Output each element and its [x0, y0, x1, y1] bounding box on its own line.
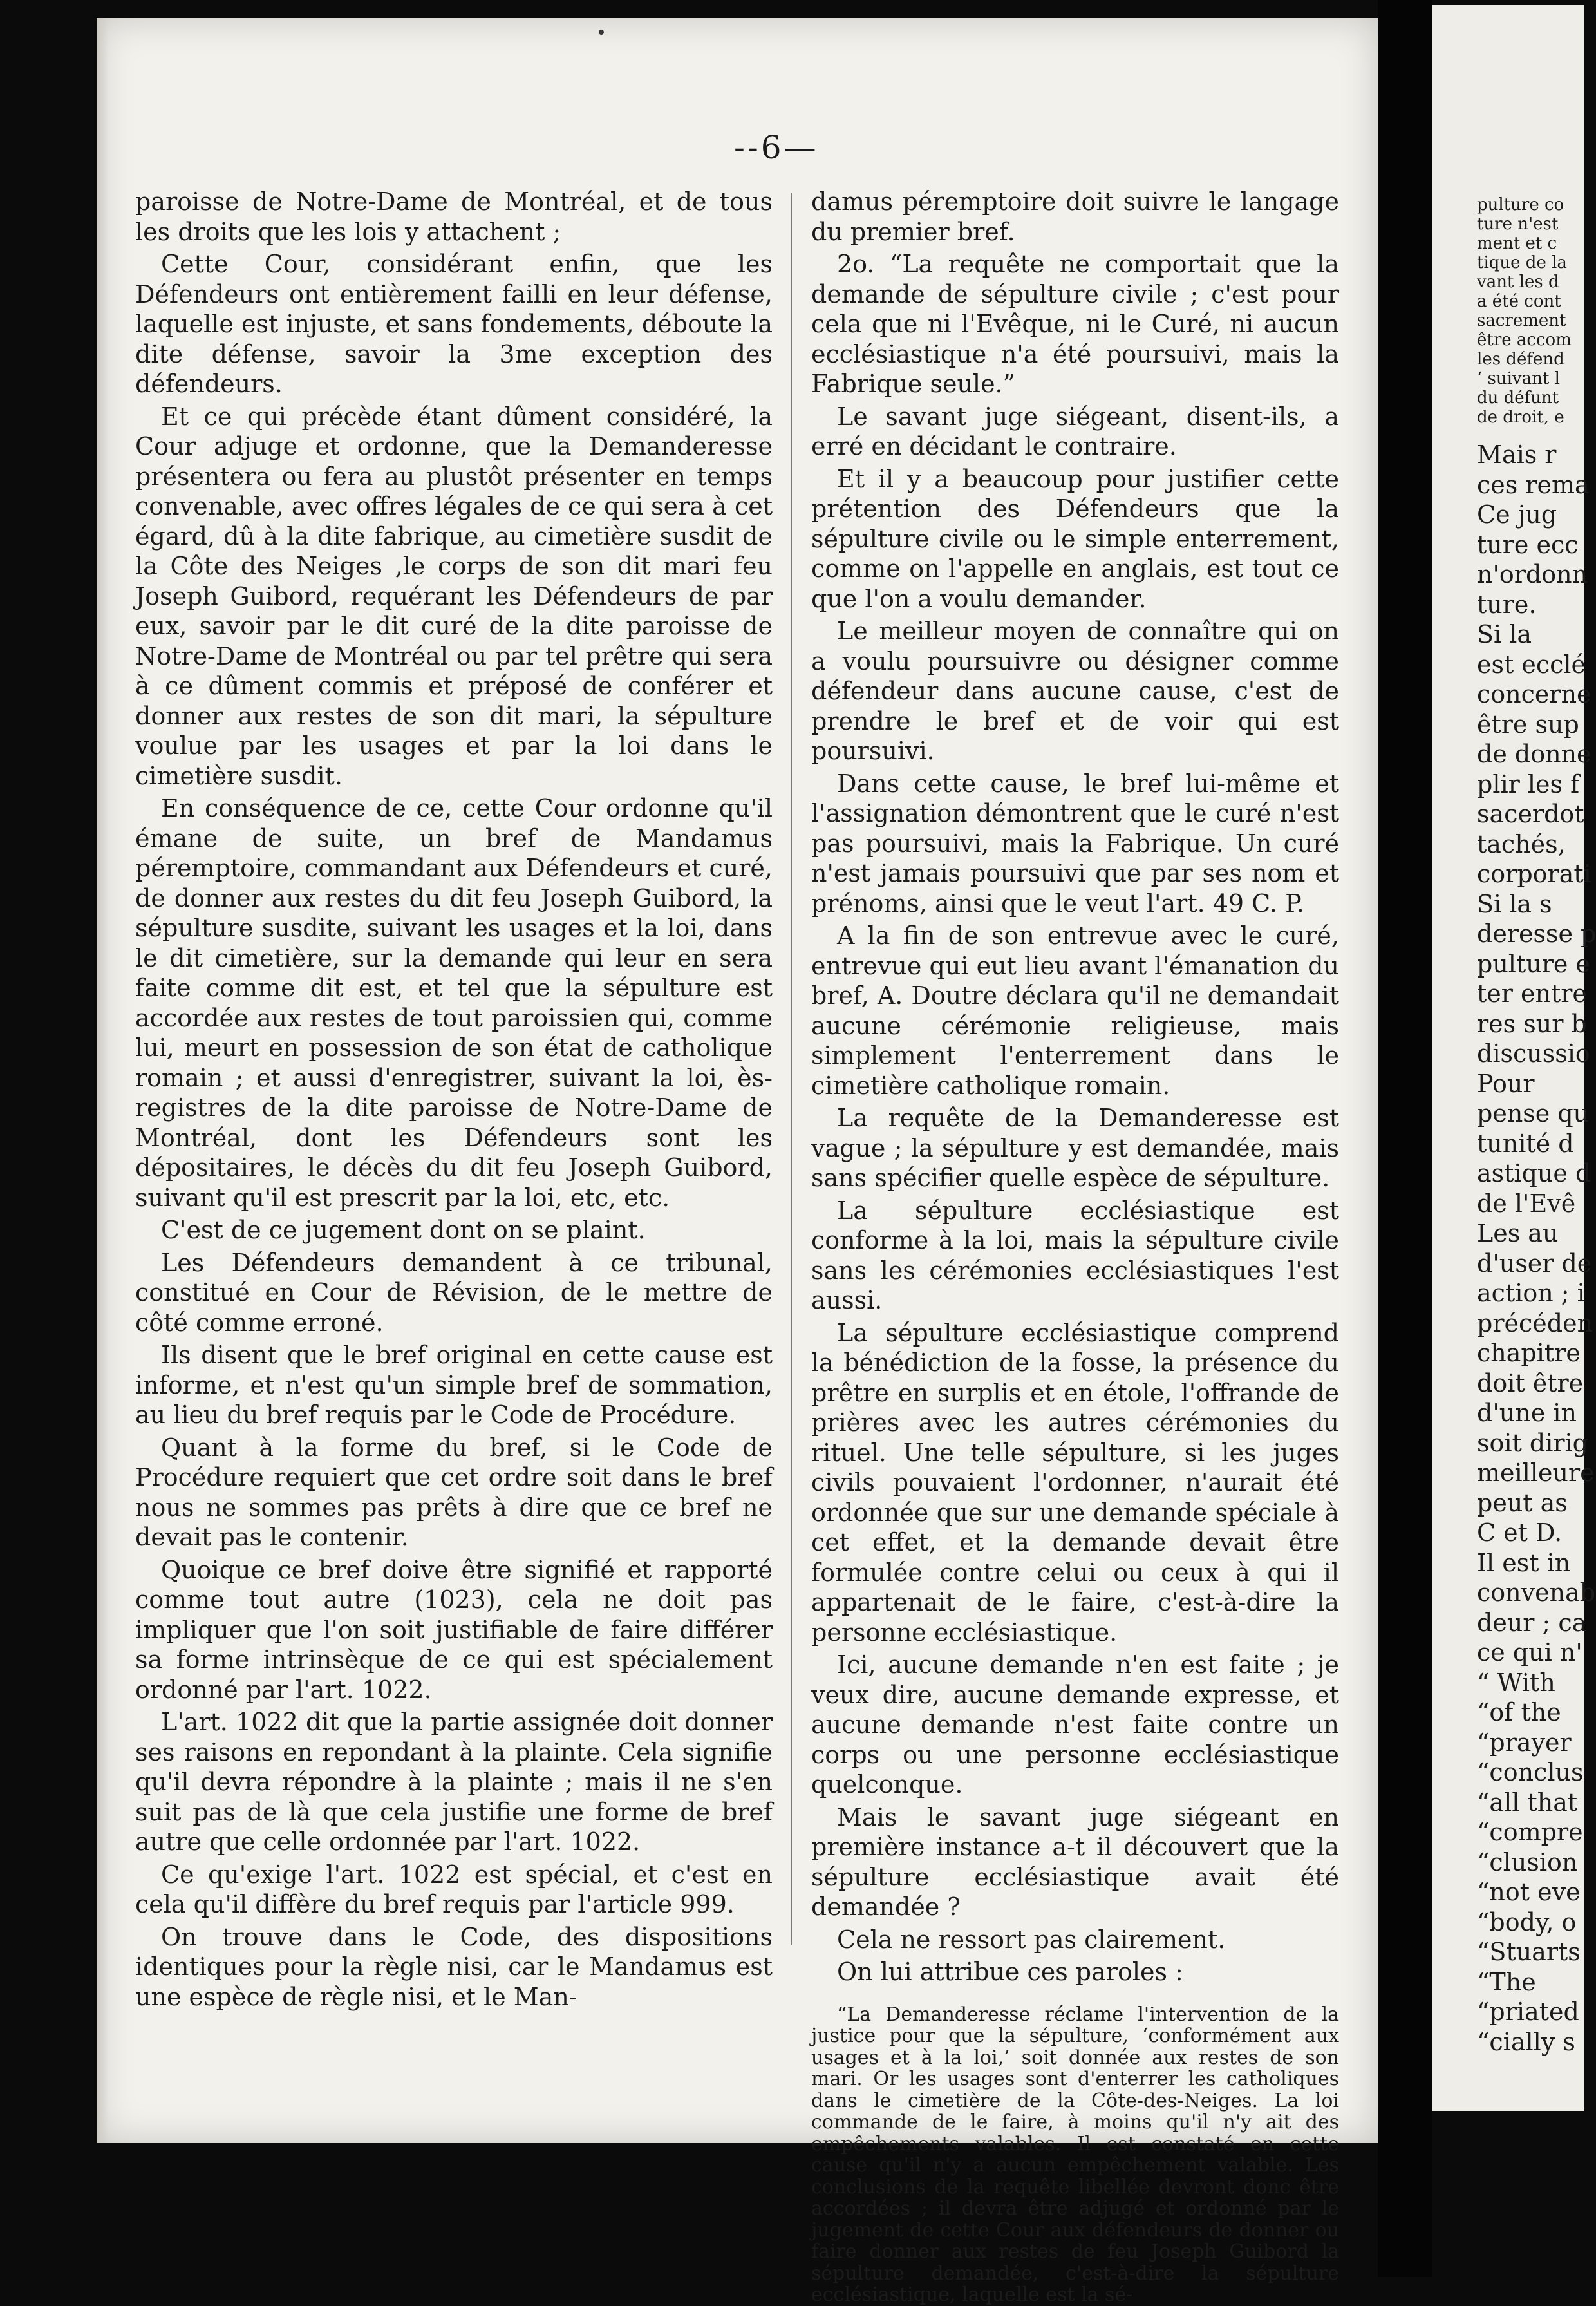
adjacent-page-footnote-line: les défend [1477, 350, 1564, 369]
adjacent-page-line: meilleure [1477, 1459, 1595, 1487]
adjacent-page-line: ce qui n' [1477, 1638, 1582, 1667]
adjacent-page-line: “Stuarts [1477, 1938, 1581, 1966]
column-divider [791, 193, 792, 1945]
adjacent-page-line: de l'Evê [1477, 1189, 1576, 1218]
left-paragraph: Ce qu'exige l'art. 1022 est spécial, et c'est en cela qu'il diffère du bref requis par l'article 999. [135, 1860, 773, 1918]
adjacent-page-line: “not eve [1477, 1878, 1581, 1906]
adjacent-page-line: n'ordonn [1477, 560, 1588, 589]
adjacent-page-line: pense qu [1477, 1099, 1590, 1128]
left-paragraph: Les Défendeurs demandent à ce tribunal, constitué en Cour de Révision, de le mettre de côté comme erroné. [135, 1248, 773, 1337]
left-column [135, 187, 773, 2012]
page-edge-shadow [97, 18, 108, 2143]
left-paragraph: On trouve dans le Code, des dispositions identiques pour la règle nisi, car le Mandamus est une espèce de règle nisi, et le Man- [135, 1922, 773, 2011]
left-paragraph: Et ce qui précède étant dûment considéré, la Cour adjuge et ordonne, que la Demanderesse présentera ou fera au plustôt présenter en temps convenable, avec offres légales de ce qui sera à cet égard, dû à la dite fabrique, au cimetière susdit de la Côte des Neiges ,le corps de son dit mari feu Joseph Guibord, requérant les Défendeurs de par eux, savoir par le dit curé de la dite paroisse de Notre-Dame de Montréal ou par tel prêtre qui sera à ce dûment commis et préposé de conférer et donner aux restes de son dit mari, la sépulture voulue par les usages et par la loi dans le cimetière susdit. [135, 402, 773, 790]
adjacent-page-line: Il est in [1477, 1548, 1571, 1577]
adjacent-page [1432, 5, 1596, 2111]
left-paragraph: L'art. 1022 dit que la partie assignée doit donner ses raisons en repondant à la plainte. Cela signifie qu'il devra répondre à la plainte ; mais il ne s'en suit pas de là que cela justifie une forme de bref autre que celle ordonnée par l'art. 1022. [135, 1708, 773, 1856]
adjacent-page-line: astique d [1477, 1159, 1591, 1187]
right-paragraph: Et il y a beaucoup pour justifier cette prétention des Défendeurs que la sépulture civile ou le simple enterrement, comme on l'appelle en anglais, est tout ce que l'on a voulu demander. [811, 464, 1339, 613]
adjacent-page-line: être sup [1477, 710, 1579, 739]
left-paragraph: Quoique ce bref doive être signifié et rapporté comme tout autre (1023), cela ne doit pas impliquer que l'on soit justifiable de faire différer sa forme intrinsèque de ce qui est spécialement ordonné par l'art. 1022. [135, 1555, 773, 1704]
adjacent-page-line: action ; i [1477, 1279, 1585, 1307]
adjacent-page-line: “prayer [1477, 1728, 1572, 1757]
adjacent-page-footnote-line: ‘ suivant l [1477, 369, 1560, 388]
adjacent-page-line: “all that [1477, 1788, 1578, 1817]
footnote: “La Demanderesse réclame l'intervention de la justice pour que la sépulture, ‘conformément aux usages et à la loi,’ soit donnée aux restes de son mari. Or les usages sont d'enterrer les catholiques dans le cimetière de la Côte-des-Neiges. La loi commande de le faire, à moins qu'il n'y ait des empêchements valables. Il est constaté en cette cause qu'il n'y a aucun empêchement valable. Les conclusions de la requête libellée devront donc être accordées ; il devra être adjugé et ordonné par le jugement de cette Cour aux défendeurs de donner ou faire donner aux restes de feu Joseph Guibord la sépulture demandée, c'est-à-dire la sépulture ecclésiastique, laquelle est la sé- [811, 2003, 1339, 2306]
book-gutter [1378, 0, 1432, 2277]
adjacent-page-column [1477, 195, 1596, 2057]
adjacent-page-line: “clusion [1477, 1848, 1578, 1876]
right-paragraph: La sépulture ecclésiastique comprend la bénédiction de la fosse, la présence du prêtre en surplis et en étole, l'offrande de prières avec les autres cérémonies du rituel. Une telle sépulture, si les juges civils pouvaient l'ordonner, n'aurait été ordonnée que sur une demande spéciale à cet effet, et la demande devait être formulée contre celui ou ceux à qui il appartenait de le faire, c'est-à-dire la personne ecclésiastique. [811, 1318, 1339, 1647]
right-paragraph: Mais le savant juge siégeant en première instance a-t il découvert que la sépulture ecclésiastique avait été demandée ? [811, 1802, 1339, 1921]
adjacent-page-line: d'user de [1477, 1249, 1592, 1278]
adjacent-page-footnote-line: ture n'est [1477, 214, 1559, 234]
adjacent-page-line: Si la s [1477, 889, 1552, 918]
left-paragraph: paroisse de Notre-Dame de Montréal, et de tous les droits que les lois y attachent ; [135, 187, 773, 246]
adjacent-page-line: “body, o [1477, 1907, 1577, 1936]
right-paragraph: Ici, aucune demande n'en est faite ; je veux dire, aucune demande expresse, et aucune demande n'est faite contre un corps ou une personne ecclésiastique quelconque. [811, 1650, 1339, 1799]
adjacent-page-footnote-line: ment et c [1477, 234, 1557, 253]
right-paragraph: Le meilleur moyen de connaître qui on a voulu poursuivre ou désigner comme défendeur dans aucune cause, c'est de prendre le bref et de voir qui est poursuivi. [811, 617, 1339, 765]
adjacent-page-line: Les au [1477, 1219, 1559, 1247]
adjacent-page-footnote-line: a été cont [1477, 292, 1561, 311]
adjacent-page-line: sacerdot [1477, 800, 1584, 828]
right-column [811, 187, 1339, 2306]
adjacent-page-line: est ecclé [1477, 650, 1586, 679]
adjacent-page-line: Pour [1477, 1069, 1535, 1098]
adjacent-page-line: tachés, [1477, 829, 1566, 858]
adjacent-page-line: “ With [1477, 1668, 1555, 1697]
adjacent-page-line: “conclus [1477, 1758, 1584, 1786]
adjacent-page-line: ter entre [1477, 979, 1587, 1008]
adjacent-page-line: ture. [1477, 590, 1537, 619]
left-paragraph: Quant à la forme du bref, si le Code de Procédure requiert que cet ordre soit dans le bref nous ne sommes pas prêts à dire que ce bref ne devait pas le contenir. [135, 1433, 773, 1551]
adjacent-page-line: concerne [1477, 680, 1591, 708]
adjacent-page-line: Mais r [1477, 440, 1557, 469]
adjacent-page-line: “cially s [1477, 2027, 1575, 2056]
adjacent-page-line: soit dirig [1477, 1428, 1589, 1457]
adjacent-page-line: corporati [1477, 860, 1591, 888]
adjacent-page-footnote-line: être accom [1477, 330, 1572, 350]
page-number: --6— [734, 129, 819, 166]
adjacent-page-line: précéden [1477, 1309, 1593, 1337]
adjacent-page-line: pulture e [1477, 949, 1590, 978]
left-paragraph: En conséquence de ce, cette Cour ordonne qu'il émane de suite, un bref de Mandamus péremptoire, commandant aux Défendeurs et curé, de donner aux restes du dit feu Joseph Guibord, la sépulture susdite, suivant les usages et la loi, dans le dit cimetière, sur la demande qui leur en sera faite comme dit est, et tel que la sépulture est accordée aux restes de tout paroissien qui, comme lui, meurt en possession de son état de catholique romain ; et aussi d'enregistrer, suivant la loi, ès-registres de la dite paroisse de Notre-Dame de Montréal, dont les Défendeurs sont les dépositaires, le décès du dit feu Joseph Guibord, suivant qu'il est prescrit par la loi, etc, etc. [135, 794, 773, 1212]
adjacent-page-footnote-line: pulture co [1477, 195, 1564, 214]
adjacent-page-line: Ce jug [1477, 500, 1557, 529]
adjacent-page-footnote-line: sacrement [1477, 311, 1566, 330]
left-paragraph: Ils disent que le bref original en cette cause est informe, et n'est qu'un simple bref de sommation, au lieu du bref requis par le Code de Procédure. [135, 1341, 773, 1429]
right-paragraph: On lui attribue ces paroles : [837, 1958, 1183, 1986]
adjacent-page-line: “of the [1477, 1698, 1561, 1726]
ink-speck [599, 30, 604, 35]
right-paragraph: damus péremptoire doit suivre le langage du premier bref. [811, 187, 1339, 246]
adjacent-page-line: d'une in [1477, 1399, 1577, 1427]
adjacent-page-spacer [1477, 427, 1586, 440]
adjacent-page-line: plir les f [1477, 770, 1580, 799]
adjacent-page-line: C et D. [1477, 1518, 1563, 1547]
left-paragraph: Cette Cour, considérant enfin, que les Défendeurs ont entièrement failli en leur défense, laquelle est injuste, et sans fondements, déboute la dite défense, savoir la 3me exception des défendeurs. [135, 250, 773, 398]
adjacent-page-line: deur ; ca [1477, 1608, 1587, 1637]
adjacent-page-footnote-line: vant les d [1477, 272, 1559, 292]
adjacent-page-footnote-line: de droit, e [1477, 408, 1564, 427]
left-paragraph: C'est de ce jugement dont on se plaint. [161, 1216, 646, 1244]
adjacent-page-line: deresse p [1477, 920, 1596, 948]
adjacent-page-line: discussio [1477, 1039, 1590, 1068]
adjacent-page-line: Si la [1477, 620, 1532, 648]
right-paragraph: La sépulture ecclésiastique est conforme à la loi, mais la sépulture civile sans les cérémonies ecclésiastiques l'est aussi. [811, 1196, 1339, 1314]
adjacent-page-line: de donne [1477, 740, 1591, 768]
adjacent-page-line: ture ecc [1477, 530, 1579, 559]
adjacent-page-line: res sur b [1477, 1009, 1587, 1038]
right-paragraph: Le savant juge siégeant, disent-ils, a erré en décidant le contraire. [811, 402, 1339, 460]
right-paragraph: 2o. “La requête ne comportait que la demande de sépulture civile ; c'est pour cela que ni l'Evêque, ni le Curé, ni aucun ecclésiastique n'a été poursuivi, mais la Fabrique seule.” [811, 250, 1339, 398]
adjacent-page-line: “The [1477, 1967, 1536, 1996]
adjacent-page-line: convenab [1477, 1578, 1596, 1607]
adjacent-page-line: “priated [1477, 1998, 1579, 2026]
right-paragraph: A la fin de son entrevue avec le curé, entrevue qui eut lieu avant l'émanation du bref, A. Doutre déclara qu'il ne demandait aucune cérémonie religieuse, mais simplement l'enterrement dans le cimetière catholique romain. [811, 921, 1339, 1100]
adjacent-page-line: peut as [1477, 1488, 1568, 1517]
adjacent-page-line: doit être [1477, 1368, 1584, 1397]
adjacent-page-line: ces rema [1477, 470, 1590, 499]
right-column-paragraphs [811, 187, 1339, 1987]
adjacent-page-footnote-line: tique de la [1477, 253, 1567, 272]
right-paragraph: La requête de la Demanderesse est vague ; la sépulture y est demandée, mais sans spécifier quelle espèce de sépulture. [811, 1104, 1339, 1192]
adjacent-page-line: chapitre [1477, 1339, 1581, 1367]
adjacent-page-line: tunité d [1477, 1129, 1574, 1158]
right-paragraph: Cela ne ressort pas clairement. [837, 1925, 1226, 1954]
adjacent-page-footnote-line: du défunt [1477, 388, 1559, 408]
adjacent-page-line: “compre [1477, 1818, 1583, 1846]
right-paragraph: Dans cette cause, le bref lui-même et l'assignation démontrent que le curé n'est pas poursuivi, mais la Fabrique. Un curé n'est jamais poursuivi que par ses nom et prénoms, ainsi que le veut l'art. 49 C. P. [811, 769, 1339, 918]
